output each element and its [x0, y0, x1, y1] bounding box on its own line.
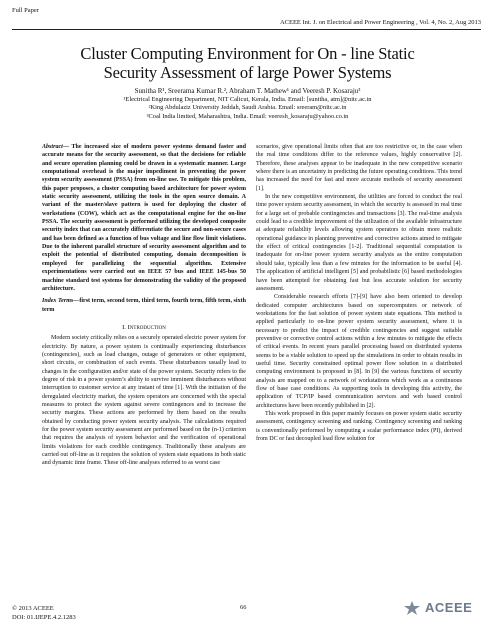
intro-paragraph-3: In the new competitive environment, the utilities are forced to conduct the real time power system security assessment, in which the security is assessed in real time for a large set of probable contingencies and transactions [3]. The real-time analysis could lead to a credible improvement of the utilization of the available infrastructure at adequate reliability levels allowing system operators to obtain more realistic operational guidance in planning preventive and corrective actions aimed to mitigate the effect of critical contingencies [1-2]. Traditional sequential computation is inadequate for on-line power system security analysis as the entire computation should take, typically less than a few minutes for the information to be useful [4]. The application of artificial intelligent [5] and probabilistic [6] based methodologies have been attempted for obtaining fast but less accurate solution for security assessment. [256, 194, 462, 292]
right-column [256, 143, 462, 443]
affiliation-1: ¹Electrical Engineering Department, NIT Calicut, Kerala, India. Email: [sunitha, atm]@nitc.ac.in [123, 96, 372, 103]
logo-text: ACEEE [425, 600, 473, 615]
section-heading-introduction: I. Introduction [122, 323, 166, 331]
page-number: 66 [240, 604, 247, 611]
journal-citation: ACEEE Int. J. on Electrical and Power Engineering , Vol. 4, No. 2, Aug 2013 [279, 19, 481, 26]
index-terms [42, 297, 246, 314]
intro-paragraph-2: scenarios, give operational limits often that are too restrictive or, in the case when the real time conditions differ to the reference values, highly conservative [2]. Therefore, these analyses appear to be inadequate in the new competitive scenario where there is an uncertainty in predicting the future operating conditions. This trend has increased the need for fast and more accurate methods of security assessment [1]. [256, 144, 462, 192]
footer-info [12, 604, 76, 622]
logo-star-icon [403, 601, 421, 615]
title-line-2: Security Assessment of large Power Systems [103, 63, 392, 82]
copyright-notice: © 2013 ACEEE [12, 605, 54, 612]
author-list: Sunitha R¹, Sreerama Kumar R.², Abraham T. Mathew¹ and Veeresh P. Kosaraju³ [134, 87, 361, 95]
abstract-lead: Abstract— [42, 144, 69, 150]
header-divider [12, 29, 481, 30]
affiliation-3: ³Coal India limited, Maharashtra, India. Email: veeresh_kosaraju@yahoo.co.in [146, 112, 349, 120]
affiliation-2: ²King Abdulaziz University Jeddah, Saudi Arabia. Email: sreeram@nitc.ac.in [148, 104, 347, 112]
publisher-logo [403, 600, 483, 616]
paper-type-label: Full Paper [12, 7, 39, 14]
left-column [42, 143, 246, 468]
doi: DOI: 01.IJEPE.4.2.1283 [12, 614, 76, 621]
paper-title [20, 44, 475, 82]
index-terms-lead: Index Terms [42, 298, 74, 305]
intro-paragraph-1: Modern society critically relies on a securely operated electric power system for electricity. By nature, a power system is continually experiencing disturbances (contingencies), such as load changes, outage of generators or other equipment, short circuits, or combination of such events. These disturbances usually lead to changes in the configuration and/or state of the power system. Security refers to the degree of risk in a power system’s ability to survive imminent disturbances without interruption to customer service at any instant of time [1]. With the initiation of the deregulated electricity market, the system operators are concerned with the special measures to protect the system against severe contingences and to increase the security margins. These actions are performed by them based on the results obtained by conducting power system security analysis. The calculations required for the power system security assessment are performed based on the (n-1) criterion that requires the analysis of system behavior and the verification of operational limits violations for each credible contingency. Traditionally these analyses are carried out off-line as it requires the solution of system state equations in both static and dynamic time frame. These off-line analyses referred to as worst case [42, 335, 246, 467]
author-block [20, 86, 475, 121]
abstract [42, 143, 246, 293]
intro-paragraph-5: This work proposed in this paper mainly focuses on power system static security assessment, contingency screening and ranking. Contingency screening and ranking is conventionally performed by computing a scalar performance index (PI), derived from DC or fast decoupled load flow solution for [256, 411, 462, 443]
index-terms-text: —first term, second term, third term, fourth term, fifth term, sixth term [42, 298, 246, 313]
title-line-1: Cluster Computing Environment for On - line Static [80, 44, 415, 63]
abstract-text: The increased size of modern power systems demand faster and accurate means for the security assessment, so that the decisions for reliable and secure operation planning could be drawn in a systematic manner. Large computational overhead is the major impediment in preventing the power system security assessment (PSSA) from on-line use. To mitigate this problem, this paper proposes, a cluster computing based architecture for power system static security assessment, utilizing the tools in the open source domain. A variant of the master/slave pattern is used for deploying the cluster of workstations (COW), which act as the computational engine for the on-line PSSA. The security assessment is performed utilizing the developed composite security index that can accurately differentiate the secure and non-secure cases and has been defined as a function of bus voltage and line flow limit violations. Due to the inherent parallel structure of security assessment algorithm and to exploit the potential of distributed computing, domain decomposition is employed for parallelizing the sequential algorithm. Extensive experimentations were carried out on IEEE 57 bus and IEEE 145-bus 50 machine standard test systems for demonstrating the validity of the proposed architecture. [42, 144, 246, 292]
intro-paragraph-4: Considerable research efforts [7]-[9] have also been oriented to develop dedicated computer architectures based on supercomputers or network of workstations for the fast solution of power system state equations. This method is applied particularly to on-line power system security assessment, where it is necessary to predict the impact of credible contingencies and suggest suitable preventive or corrective control actions within a few minutes to mitigate the effects of critical events. In recent years parallel processing based on distributed systems seems to be a viable solution to speed up the simulations in order to obtain results in useful time. Security constrained optimal power flow solution in a distributed computing environment is proposed in [8]. In [9] the various functions of security analysis are mapped on to a network of workstations which work as a continuous flow of base case conditions. As supporting tools in developing this activity, the application of TCP/IP based communication services and web based control architectures have been recently published in [2]. [256, 294, 462, 409]
